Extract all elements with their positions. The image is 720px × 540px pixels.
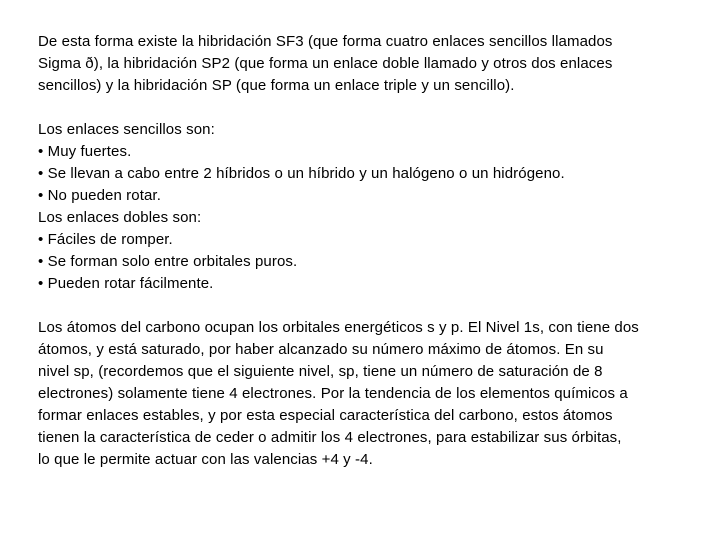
text-line: De esta forma existe la hibridación SF3 (que forma cuatro enlaces sencillos llamados (38, 33, 613, 50)
text-line: Sigma ð), la hibridación SP2 (que forma un enlace doble llamado y otros dos enlaces (38, 55, 613, 72)
text-line: tienen la característica de ceder o admitir los 4 electrones, para estabilizar sus órbitas, (38, 429, 622, 446)
list-item: • Se llevan a cabo entre 2 híbridos o un híbrido y un halógeno o un hidrógeno. (38, 165, 565, 182)
text-line: Los átomos del carbono ocupan los orbitales energéticos s y p. El Nivel 1s, con tiene dos (38, 319, 639, 336)
list-item: • No pueden rotar. (38, 187, 161, 204)
list-item: • Se forman solo entre orbitales puros. (38, 253, 298, 270)
text-line: nivel sp, (recordemos que el siguiente nivel, sp, tiene un número de saturación de 8 (38, 363, 603, 380)
bond-types-list (38, 119, 688, 295)
list-item: • Pueden rotar fácilmente. (38, 275, 214, 292)
text-line: átomos, y está saturado, por haber alcanzado su número máximo de átomos. En su (38, 341, 604, 358)
text-line: sencillos) y la hibridación SP (que forma un enlace triple y un sencillo). (38, 77, 515, 94)
text-line: formar enlaces estables, y por esta especial característica del carbono, estos átomos (38, 407, 613, 424)
list-item: • Fáciles de romper. (38, 231, 173, 248)
document-page (38, 31, 688, 471)
double-bonds-heading: Los enlaces dobles son: (38, 209, 202, 226)
text-line: lo que le permite actuar con las valencias +4 y -4. (38, 451, 373, 468)
hybridization-paragraph (38, 31, 688, 97)
single-bonds-heading: Los enlaces sencillos son: (38, 121, 215, 138)
carbon-orbitals-paragraph (38, 317, 688, 471)
paragraph-spacer (38, 97, 688, 119)
paragraph-spacer (38, 295, 688, 317)
list-item: • Muy fuertes. (38, 143, 132, 160)
text-line: electrones) solamente tiene 4 electrones. Por la tendencia de los elementos químicos a (38, 385, 628, 402)
